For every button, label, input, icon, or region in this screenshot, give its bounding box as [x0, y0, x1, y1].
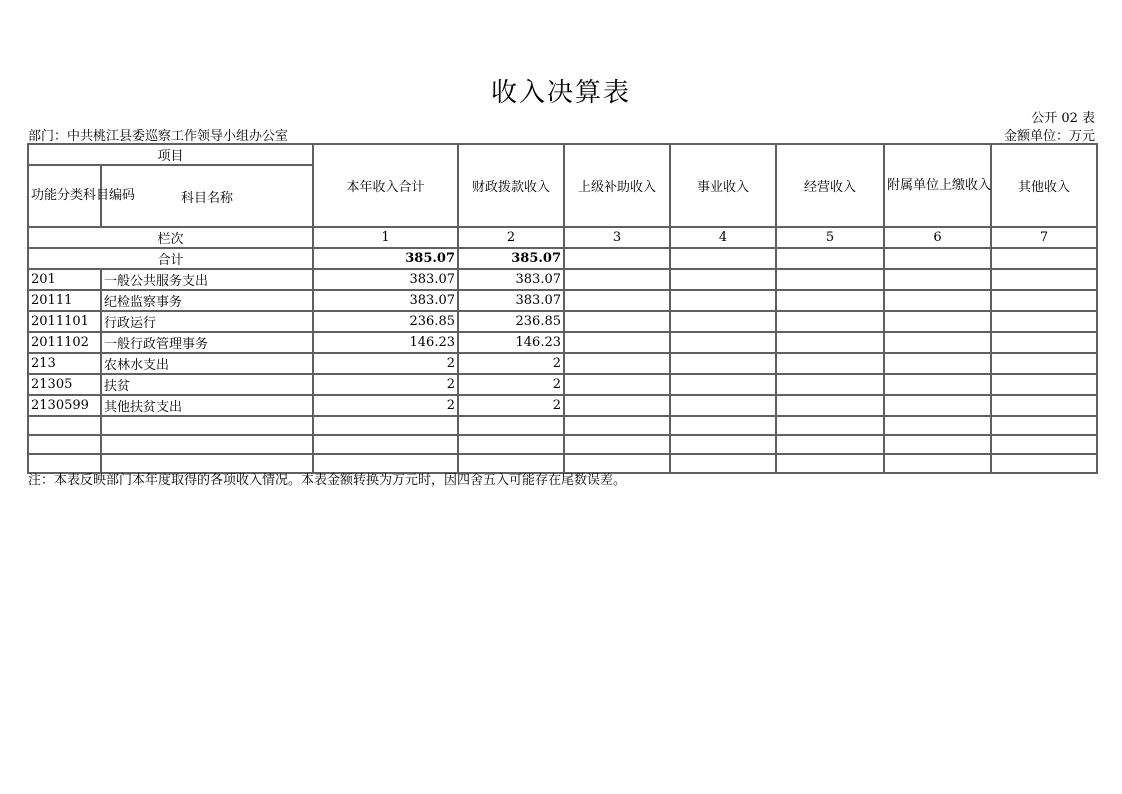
amount-cell: [991, 332, 1097, 353]
column-index-cell: 6: [884, 227, 991, 248]
column-index-cell: 2: [458, 227, 564, 248]
amount-cell: [564, 395, 670, 416]
amount-cell: [991, 454, 1097, 473]
amount-cell: [670, 311, 776, 332]
header-col-affiliated: 附属单位上缴收入: [884, 144, 991, 227]
amount-cell: 236.85: [313, 311, 458, 332]
amount-cell: 383.07: [458, 290, 564, 311]
subject-name: 一般行政管理事务: [101, 332, 313, 353]
total-row: [28, 248, 1097, 269]
amount-cell: [884, 395, 991, 416]
column-index-label: 栏次: [28, 227, 313, 248]
amount-cell: [884, 374, 991, 395]
amount-cell: [991, 269, 1097, 290]
footnote: 注：本表反映部门本年度取得的各项收入情况。本表金额转换为万元时，因四舍五入可能存在尾数误差。: [28, 473, 627, 488]
amount-cell: [991, 311, 1097, 332]
amount-cell: 146.23: [458, 332, 564, 353]
header-col-fiscal: 财政拨款收入: [458, 144, 564, 227]
table-row: [28, 311, 1097, 332]
subject-code: 2011101: [28, 311, 101, 332]
column-index-cell: 3: [564, 227, 670, 248]
amount-cell: 236.85: [458, 311, 564, 332]
amount-cell: [884, 290, 991, 311]
income-table: [27, 143, 1098, 474]
header-subject-name: 科目名称: [101, 165, 313, 227]
subject-code: 2130599: [28, 395, 101, 416]
subject-name: 扶贫: [101, 374, 313, 395]
total-value: [564, 248, 670, 269]
total-value: [991, 248, 1097, 269]
amount-cell: [670, 353, 776, 374]
amount-cell: [776, 374, 884, 395]
table-row: [28, 353, 1097, 374]
table-row: [28, 290, 1097, 311]
amount-cell: [884, 435, 991, 454]
table-row: [28, 332, 1097, 353]
table-row: [28, 395, 1097, 416]
amount-cell: [670, 395, 776, 416]
amount-cell: 2: [458, 353, 564, 374]
subject-code: 213: [28, 353, 101, 374]
amount-cell: [776, 454, 884, 473]
amount-cell: [313, 435, 458, 454]
column-index-row: [28, 227, 1097, 248]
amount-cell: [564, 290, 670, 311]
amount-cell: [458, 416, 564, 435]
header-col-superior: 上级补助收入: [564, 144, 670, 227]
amount-cell: [776, 311, 884, 332]
department-label: 部门：中共桃江县委巡察工作领导小组办公室: [28, 129, 289, 144]
table-row: [28, 269, 1097, 290]
amount-cell: [564, 311, 670, 332]
amount-cell: 383.07: [313, 269, 458, 290]
header-col-operating: 经营收入: [776, 144, 884, 227]
header-col-other: 其他收入: [991, 144, 1097, 227]
subject-code: 201: [28, 269, 101, 290]
amount-cell: [884, 332, 991, 353]
amount-cell: 2: [313, 353, 458, 374]
amount-cell: 383.07: [458, 269, 564, 290]
amount-cell: [564, 416, 670, 435]
header-col-business: 事业收入: [670, 144, 776, 227]
amount-cell: [670, 290, 776, 311]
column-index-cell: 7: [991, 227, 1097, 248]
amount-cell: [991, 435, 1097, 454]
total-value: 385.07: [458, 248, 564, 269]
amount-cell: [776, 395, 884, 416]
subject-name: [101, 416, 313, 435]
amount-cell: [670, 332, 776, 353]
subject-name: 其他扶贫支出: [101, 395, 313, 416]
table-row: [28, 435, 1097, 454]
subject-name: 行政运行: [101, 311, 313, 332]
subject-name: 一般公共服务支出: [101, 269, 313, 290]
total-value: [884, 248, 991, 269]
amount-cell: [458, 435, 564, 454]
amount-cell: [670, 269, 776, 290]
page-title: 收入决算表: [490, 78, 631, 108]
amount-cell: [991, 353, 1097, 374]
amount-cell: [776, 353, 884, 374]
amount-cell: [670, 435, 776, 454]
amount-cell: [776, 269, 884, 290]
total-value: 385.07: [313, 248, 458, 269]
column-index-cell: 4: [670, 227, 776, 248]
amount-cell: 146.23: [313, 332, 458, 353]
amount-cell: [564, 435, 670, 454]
amount-cell: [884, 311, 991, 332]
amount-cell: [776, 290, 884, 311]
amount-cell: [991, 290, 1097, 311]
table-row: [28, 416, 1097, 435]
amount-cell: [884, 353, 991, 374]
total-value: [670, 248, 776, 269]
subject-code: 21305: [28, 374, 101, 395]
amount-cell: [776, 435, 884, 454]
subject-name: 纪检监察事务: [101, 290, 313, 311]
subject-code: [28, 416, 101, 435]
amount-cell: [564, 269, 670, 290]
amount-cell: [670, 374, 776, 395]
amount-cell: [991, 395, 1097, 416]
subject-code: [28, 435, 101, 454]
amount-cell: [884, 454, 991, 473]
amount-cell: [564, 374, 670, 395]
subject-code: 20111: [28, 290, 101, 311]
amount-cell: [670, 454, 776, 473]
total-value: [776, 248, 884, 269]
amount-cell: [564, 353, 670, 374]
total-label: 合计: [28, 248, 313, 269]
header-func-code: 功能分类科目编码: [28, 165, 101, 227]
amount-cell: [884, 416, 991, 435]
table-row: [28, 374, 1097, 395]
header-item: 项目: [28, 144, 313, 165]
amount-cell: 2: [458, 374, 564, 395]
amount-cell: [776, 416, 884, 435]
amount-cell: 383.07: [313, 290, 458, 311]
column-index-cell: 5: [776, 227, 884, 248]
header-col-total: 本年收入合计: [313, 144, 458, 227]
amount-cell: [884, 269, 991, 290]
amount-cell: [991, 416, 1097, 435]
amount-cell: [670, 416, 776, 435]
amount-cell: [776, 332, 884, 353]
subject-code: 2011102: [28, 332, 101, 353]
amount-cell: 2: [313, 374, 458, 395]
amount-cell: [991, 374, 1097, 395]
amount-cell: [564, 332, 670, 353]
amount-unit-label: 金额单位：万元: [1003, 129, 1095, 144]
amount-cell: [313, 416, 458, 435]
column-index-cell: 1: [313, 227, 458, 248]
amount-cell: 2: [458, 395, 564, 416]
amount-cell: 2: [313, 395, 458, 416]
form-number: 公开 02 表: [1031, 111, 1095, 126]
subject-name: 农林水支出: [101, 353, 313, 374]
subject-name: [101, 435, 313, 454]
